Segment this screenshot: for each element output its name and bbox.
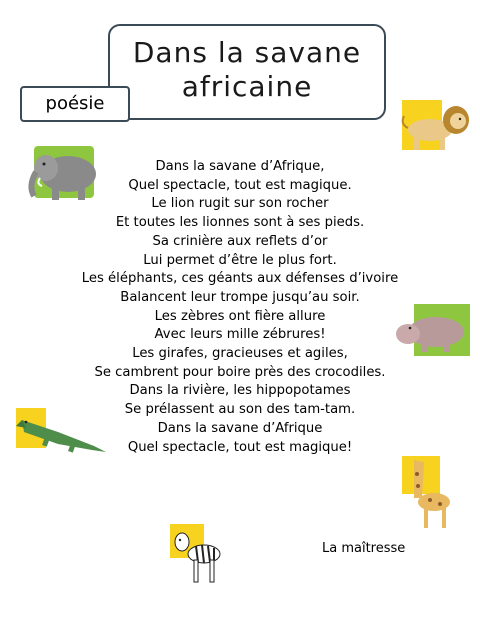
poem-line: Avec leurs mille zébrures! — [154, 327, 326, 343]
poem-line: Le lion rugit sur son rocher — [151, 196, 329, 212]
poem-line: Quel spectacle, tout est magique. — [128, 177, 352, 193]
poem-line: Sa crinière aux reflets d’or — [152, 233, 328, 249]
lion-illustration — [396, 96, 476, 154]
title-line-1: Dans la savane — [132, 36, 362, 69]
title-line-2: africaine — [181, 70, 313, 103]
poem-line: Les zèbres ont fière allure — [154, 308, 326, 324]
poem-line: Les girafes, gracieuses et agiles, — [132, 346, 348, 362]
giraffe-illustration — [400, 450, 466, 532]
author-signature: La maîtresse — [322, 541, 406, 556]
poem-line: Les éléphants, ces géants aux défenses d’ivoire — [81, 271, 399, 287]
poem-line: Quel spectacle, tout est magique! — [127, 439, 353, 455]
poem-text — [60, 158, 420, 457]
poem-line: Balancent leur trompe jusqu’au soir. — [120, 289, 360, 305]
poem-line: Dans la rivière, les hippopotames — [129, 383, 351, 399]
poem-line: Lui permet d’être le plus fort. — [143, 252, 337, 268]
poem-line: Dans la savane d’Afrique — [157, 420, 323, 436]
genre-label: poésie — [20, 86, 130, 122]
poem-line: Dans la savane d’Afrique, — [155, 159, 325, 174]
zebra-illustration — [166, 522, 230, 586]
poem-line: Se cambrent pour boire près des crocodiles. — [94, 364, 386, 380]
poem-line: Se prélassent au son des tam-tam. — [124, 402, 356, 418]
title-box — [108, 24, 386, 120]
poem-line: Et toutes les lionnes sont à ses pieds. — [115, 215, 365, 231]
